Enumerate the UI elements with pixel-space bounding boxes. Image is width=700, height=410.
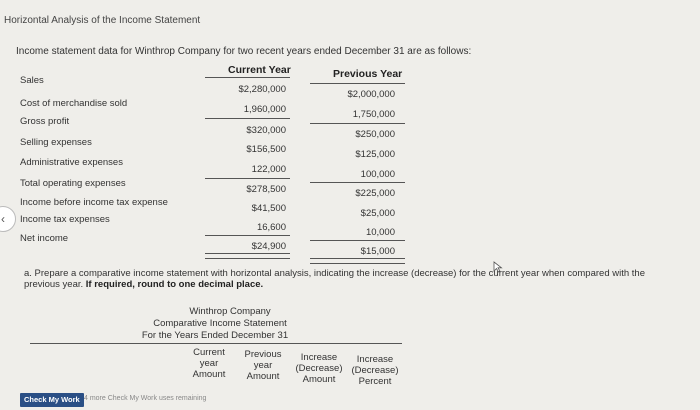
previous-gross: $250,000 — [355, 129, 395, 140]
answer-col-increase-percent-line3: Percent — [358, 376, 392, 387]
question-prompt — [24, 268, 674, 290]
column-header-previous: Previous Year — [333, 68, 403, 80]
rule-previous-admin — [310, 182, 405, 183]
answer-col-previous — [238, 349, 288, 382]
row-label-net: Net income — [20, 233, 69, 244]
statement-heading-rule — [30, 343, 402, 344]
current-net: $24,900 — [251, 241, 286, 252]
previous-cost: 1,750,000 — [352, 109, 395, 120]
answer-col-current-line2: year — [199, 358, 219, 369]
rule-previous-tax — [310, 240, 405, 241]
answer-col-current — [184, 347, 234, 380]
row-label-tax: Income tax expenses — [20, 214, 110, 225]
answer-col-current-line3: Amount — [192, 369, 226, 380]
statement-company: Winthrop Company — [189, 306, 271, 317]
prompt-rounding-note: If required, round to one decimal place. — [85, 279, 264, 290]
previous-net: $15,000 — [360, 246, 395, 257]
answer-col-increase-amount-line1: Increase — [300, 352, 338, 363]
previous-selling: $125,000 — [355, 149, 395, 160]
row-label-selling: Selling expenses — [20, 137, 92, 148]
rule-current-tax — [205, 235, 290, 236]
answer-col-previous-line2: year — [253, 360, 273, 371]
current-cost: 1,960,000 — [243, 104, 286, 115]
previous-admin: 100,000 — [360, 169, 395, 180]
rule-previous-header — [310, 83, 405, 84]
column-header-current: Current Year — [228, 64, 291, 76]
answer-col-increase-amount-line3: Amount — [302, 374, 336, 385]
previous-tax: 10,000 — [365, 227, 395, 238]
current-pretax: $41,500 — [251, 203, 286, 214]
current-admin: 122,000 — [251, 164, 286, 175]
double-rule-current-net — [205, 253, 290, 259]
double-rule-previous-net — [310, 258, 405, 264]
row-label-cost: Cost of merchandise sold — [20, 98, 128, 109]
check-my-work-button[interactable]: Check My Work — [20, 393, 84, 407]
answer-col-increase-amount — [288, 352, 350, 385]
statement-name: Comparative Income Statement — [153, 318, 287, 329]
answer-col-previous-line1: Previous — [244, 349, 282, 360]
row-label-total-opex: Total operating expenses — [20, 178, 126, 189]
answer-col-increase-amount-line2: (Decrease) — [295, 363, 343, 374]
current-selling: $156,500 — [246, 144, 286, 155]
intro-text: Income statement data for Winthrop Company for two recent years ended December 31 are as follows: — [16, 46, 472, 57]
rule-previous-cost — [310, 123, 405, 124]
row-label-gross: Gross profit — [20, 116, 70, 127]
answer-col-increase-percent — [346, 354, 404, 387]
previous-sales: $2,000,000 — [347, 89, 395, 100]
row-label-pretax: Income before income tax expense — [20, 197, 168, 208]
answer-col-previous-line3: Amount — [246, 371, 280, 382]
current-gross: $320,000 — [246, 125, 286, 136]
current-total-opex: $278,500 — [246, 184, 286, 195]
current-sales: $2,280,000 — [238, 84, 286, 95]
previous-total-opex: $225,000 — [355, 188, 395, 199]
answer-col-increase-percent-line2: (Decrease) — [351, 365, 399, 376]
prompt-text: a. Prepare a comparative income statement with horizontal analysis, indicating the increase (decrease) for the current year when compared with the previous year. — [24, 268, 645, 290]
row-label-sales: Sales — [20, 75, 44, 86]
answer-col-current-line1: Current — [193, 347, 225, 358]
answer-col-increase-percent-line1: Increase — [356, 354, 394, 365]
rule-current-cost — [205, 118, 290, 119]
row-label-admin: Administrative expenses — [20, 157, 123, 168]
rule-current-header — [205, 77, 290, 78]
statement-period: For the Years Ended December 31 — [141, 330, 289, 341]
current-tax: 16,600 — [256, 222, 286, 233]
rule-current-admin — [205, 178, 290, 179]
page-title: Horizontal Analysis of the Income Statement — [4, 15, 201, 26]
previous-pretax: $25,000 — [360, 208, 395, 219]
check-uses-remaining: 4 more Check My Work uses remaining — [84, 395, 207, 402]
chevron-left-icon[interactable]: ‹ — [0, 206, 16, 232]
